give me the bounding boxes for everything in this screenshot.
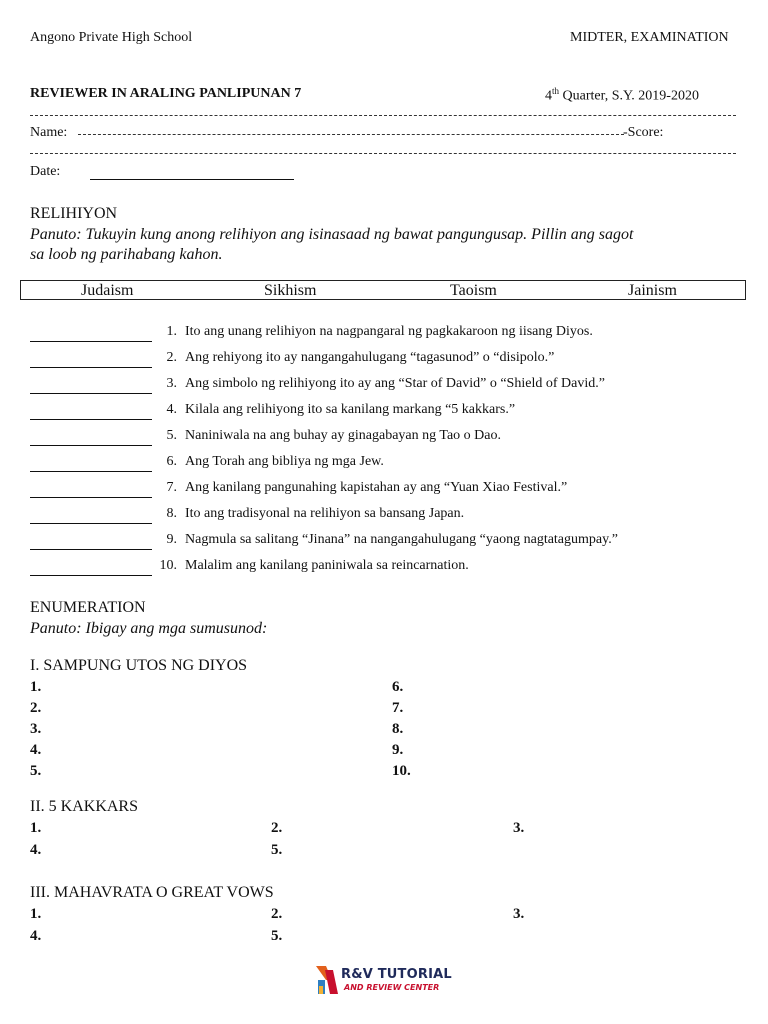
enum-item: 6. — [392, 679, 404, 695]
section-heading-relihiyon: RELIHIYON — [30, 205, 118, 222]
enum-item: 7. — [392, 700, 404, 716]
enum-item: 4. — [30, 928, 42, 944]
enum-item: 9. — [392, 742, 404, 758]
date-field[interactable] — [90, 179, 294, 180]
quarter-label — [545, 86, 699, 105]
question-number: 9. — [166, 532, 177, 547]
enum-item: 1. — [30, 679, 42, 695]
enum-item: 2. — [271, 906, 283, 922]
divider-line — [30, 115, 736, 116]
question-number: 4. — [166, 402, 177, 417]
enum-item: 4. — [30, 842, 42, 858]
answer-blank[interactable] — [30, 445, 152, 446]
logo-text-line1: R&V TUTORIAL — [341, 967, 452, 982]
enum-item: 3. — [513, 820, 525, 836]
name-field[interactable] — [78, 134, 624, 135]
question-number: 3. — [166, 376, 177, 391]
school-name: Angono Private High School — [30, 30, 193, 45]
subsection-title-kakkars: II. 5 KAKKARS — [30, 798, 138, 815]
answer-blank[interactable] — [30, 367, 152, 368]
instruction-line-1: Panuto: Tukuyin kung anong relihiyon ang isinasaad ng bawat pangungusap. Pillin ang sagot — [30, 226, 634, 243]
document-title: REVIEWER IN ARALING PANLIPUNAN 7 — [30, 86, 302, 101]
question-text: Malalim ang kanilang paniniwala sa reincarnation. — [185, 558, 469, 573]
enum-item: 5. — [30, 763, 42, 779]
choices-box — [20, 280, 746, 300]
enum-item: 1. — [30, 906, 42, 922]
choice-jainism: Jainism — [628, 282, 677, 299]
question-text: Ito ang unang relihiyon na nagpangaral ng pagkakaroon ng iisang Diyos. — [185, 324, 593, 339]
question-text: Ang simbolo ng relihiyong ito ay ang “Star of David” o “Shield of David.” — [185, 376, 605, 391]
question-number: 1. — [166, 324, 177, 339]
question-text: Nagmula sa salitang “Jinana” na nangangahulugang “yaong nagtatagumpay.” — [185, 532, 618, 547]
answer-blank[interactable] — [30, 497, 152, 498]
choice-sikhism: Sikhism — [264, 282, 317, 299]
enum-item: 1. — [30, 820, 42, 836]
date-label: Date: — [30, 164, 61, 179]
enum-item: 5. — [271, 928, 283, 944]
enum-item: 2. — [271, 820, 283, 836]
subsection-title-mahavrata: III. MAHAVRATA O GREAT VOWS — [30, 884, 274, 901]
logo-text-line2: AND REVIEW CENTER — [344, 983, 440, 992]
quarter-suffix: th — [552, 86, 560, 96]
answer-blank[interactable] — [30, 393, 152, 394]
answer-blank[interactable] — [30, 471, 152, 472]
question-number: 2. — [166, 350, 177, 365]
enumeration-instruction: Panuto: Ibigay ang mga sumusunod: — [30, 620, 268, 637]
question-number: 8. — [166, 506, 177, 521]
divider-line — [30, 153, 736, 154]
question-text: Ang Torah ang bibliya ng mga Jew. — [185, 454, 384, 469]
question-text: Naniniwala na ang buhay ay ginagabayan ng Tao o Dao. — [185, 428, 501, 443]
question-text: Kilala ang relihiyong ito sa kanilang markang “5 kakkars.” — [185, 402, 516, 417]
enum-item: 10. — [392, 763, 411, 779]
enum-item: 4. — [30, 742, 42, 758]
answer-blank[interactable] — [30, 549, 152, 550]
exam-label: MIDTER, EXAMINATION — [570, 30, 729, 45]
choice-taoism: Taoism — [450, 282, 497, 299]
instruction-line-2: sa loob ng parihabang kahon. — [30, 246, 223, 263]
quarter-number: 4 — [545, 88, 552, 104]
answer-blank[interactable] — [30, 419, 152, 420]
question-text: Ito ang tradisyonal na relihiyon sa bansang Japan. — [185, 506, 465, 521]
answer-blank[interactable] — [30, 575, 152, 576]
enum-item: 3. — [513, 906, 525, 922]
question-number: 6. — [166, 454, 177, 469]
enum-item: 8. — [392, 721, 404, 737]
score-label: -Score: — [623, 125, 664, 140]
question-number: 7. — [166, 480, 177, 495]
question-text: Ang kanilang pangunahing kapistahan ay ang “Yuan Xiao Festival.” — [185, 480, 568, 495]
answer-blank[interactable] — [30, 341, 152, 342]
enum-item: 3. — [30, 721, 42, 737]
subsection-title-sampung-utos: I. SAMPUNG UTOS NG DIYOS — [30, 657, 248, 674]
logo-rv-tutorial — [316, 966, 456, 996]
enum-item: 2. — [30, 700, 42, 716]
name-label: Name: — [30, 125, 68, 140]
choice-judaism: Judaism — [81, 282, 134, 299]
question-number: 5. — [166, 428, 177, 443]
quarter-text: Quarter, S.Y. 2019-2020 — [559, 88, 699, 104]
question-number: 10. — [159, 558, 177, 573]
section-heading-enumeration: ENUMERATION — [30, 599, 146, 616]
answer-blank[interactable] — [30, 523, 152, 524]
question-text: Ang rehiyong ito ay nangangahulugang “tagasunod” o “disipolo.” — [185, 350, 555, 365]
enum-item: 5. — [271, 842, 283, 858]
